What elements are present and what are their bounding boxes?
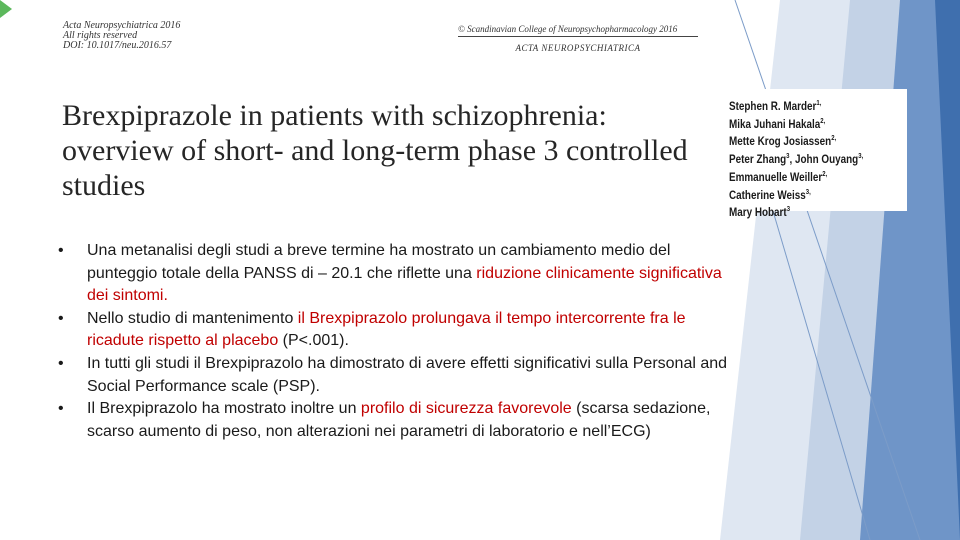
- bullet-text: (P<.001).: [278, 332, 349, 350]
- highlighted-text: riduzione clinicamente significativa dei sintomi.: [87, 264, 722, 305]
- author-list: [726, 89, 907, 220]
- bullet-icon: •: [58, 354, 64, 372]
- paper-title: Brexpiprazole in patients with schizophrenia: overview of short- and long-term phase 3 controlled studies: [62, 99, 688, 202]
- author: Emmanuelle Weiller$^{2,}$: [729, 170, 828, 184]
- bullet-icon: •: [58, 309, 64, 327]
- bullet-item: [58, 240, 728, 308]
- bullet-text: Nello studio di mantenimento: [87, 309, 298, 327]
- author: Mary Hobart$^3$: [729, 206, 791, 220]
- author: Catherine Weiss$^{3,}$: [729, 188, 811, 202]
- bullet-text: (scarsa sedazione, scarso aumento di peso, non alterazioni nei parametri di laboratorio e nell’ECG): [87, 400, 711, 440]
- bullet-icon: •: [58, 242, 64, 259]
- bullet-item: [58, 398, 728, 443]
- bullet-item: [58, 308, 728, 353]
- author: Peter Zhang$^3$, John Ouyang$^{3,}$: [729, 153, 864, 167]
- citation-line: DOI: 10.1017/neu.2016.57: [63, 40, 172, 51]
- bullet-icon: •: [58, 400, 64, 418]
- journal-header: [458, 24, 698, 53]
- journal-citation: [63, 21, 180, 51]
- highlighted-text: profilo di sicurezza favorevole: [360, 400, 572, 418]
- bullet-list: [58, 240, 728, 443]
- copyright-line: © Scandinavian College of Neuropsychopharmacology 2016: [458, 24, 698, 37]
- journal-name: ACTA NEUROPSYCHIATRICA: [515, 43, 641, 53]
- citation-line: Acta Neuropsychiatrica 2016: [63, 20, 181, 31]
- author: Mette Krog Josiassen$^{2,}$: [729, 135, 837, 149]
- highlighted-text: il Brexpiprazolo prolungava il tempo intercorrente fra le ricadute rispetto al placebo: [87, 309, 686, 350]
- author: Mika Juhani Hakala$^{2,}$: [729, 117, 826, 131]
- bullet-text: Una metanalisi degli studi a breve termine ha mostrato un cambiamento medio del punteggio totale della PANSS di – 20.1 che riflette una: [87, 242, 671, 282]
- bullet-text: In tutti gli studi il Brexpiprazolo ha dimostrato di avere effetti significativi sulla Personal and Social Performance scale (PSP).: [87, 354, 728, 395]
- citation-line: All rights reserved: [63, 30, 138, 41]
- bullet-text: Il Brexpiprazolo ha mostrato inoltre un: [87, 400, 361, 418]
- bullet-item: [58, 353, 728, 398]
- author: Stephen R. Marder$^{1,}$: [729, 100, 822, 113]
